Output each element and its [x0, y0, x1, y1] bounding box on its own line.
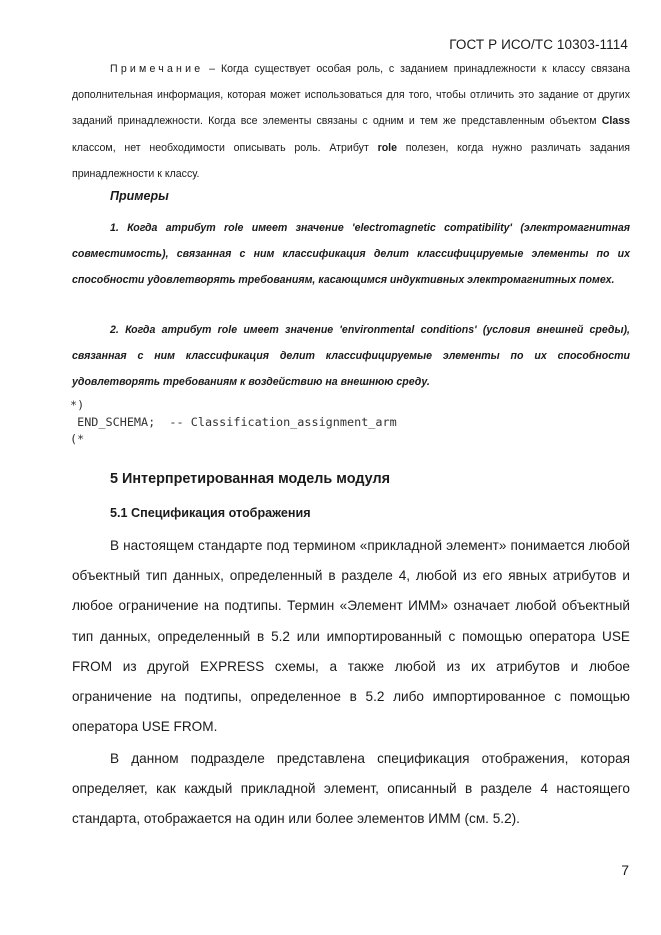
note-block [72, 56, 630, 187]
section-5-1-paragraph-1 [72, 531, 630, 742]
note-label: Примечание [110, 63, 204, 75]
note-role-term: role [377, 141, 398, 154]
note-text-3: полезен, когда нужно различать задания принадлежности к классу. [72, 141, 630, 180]
note-dash: – [203, 63, 221, 75]
section-5-1-heading: 5.1 Спецификация отображения [110, 506, 311, 520]
note-paragraph [72, 56, 630, 187]
body-text: В данном подразделе представлена спецификация отображения, которая определяет, как каждый прикладной элемент, описанный в разделе 4 настоящего стандарта, отображается на один или более элементов ИММ (см. 5.2). [72, 751, 630, 827]
section-5-heading: 5 Интерпретированная модель модуля [110, 471, 390, 487]
example-1 [72, 215, 630, 294]
note-class-term: Class [601, 115, 630, 128]
body-text: В настоящем стандарте под термином «прикладной элемент» понимается любой объектный тип данных, определенный в разделе 4, любой из его явных атрибутов и любое ограничение на подтипы. Термин «Элемент ИММ» означает любой объектный тип данных, определенный в 5.2 или импортированный с помощью оператора USE FROM из другой EXPRESS схемы, а также любой из их атрибутов и любое ограничение на подтипы, определенное в 5.2 либо импортированное с помощью оператора USE FROM. [72, 538, 630, 735]
code-line: *) [70, 398, 85, 412]
code-line: (* [70, 431, 85, 446]
examples-heading: Примеры [110, 189, 169, 203]
document-id-header: ГОСТ Р ИСО/ТС 10303-1114 [449, 37, 628, 52]
note-text-1: Когда существует особая роль, с заданием принадлежности к классу связана дополнительная информация, которая может использоваться для того, чтобы отличить это задание от других заданий принадлежности. Когда все элементы связаны с одним и тем же представленным объектом [72, 63, 630, 128]
example-2 [72, 317, 630, 396]
code-line: END_SCHEMA; -- Classification_assignment_arm [70, 414, 397, 429]
note-text-2: классом, нет необходимости описывать роль. Атрибут [72, 141, 378, 154]
express-code-block [70, 397, 397, 447]
page-number: 7 [621, 862, 629, 878]
example-2-text: 2. Когда атрибут role имеет значение 'environmental conditions' (условия внешней среды), связанная с ним классификация делит классифицируемые элементы по их способности удовлетворять требованиям к воздействию на внешнюю среду. [72, 324, 630, 389]
example-1-text: 1. Когда атрибут role имеет значение 'electromagnetic compatibility' (электромагнитная совместимость), связанная с ним классификация делит классифицируемые элементы по их способности удовлетворять требованиям, касающимся индуктивных электромагнитных помех. [72, 222, 630, 287]
section-5-1-paragraph-2 [72, 744, 630, 835]
